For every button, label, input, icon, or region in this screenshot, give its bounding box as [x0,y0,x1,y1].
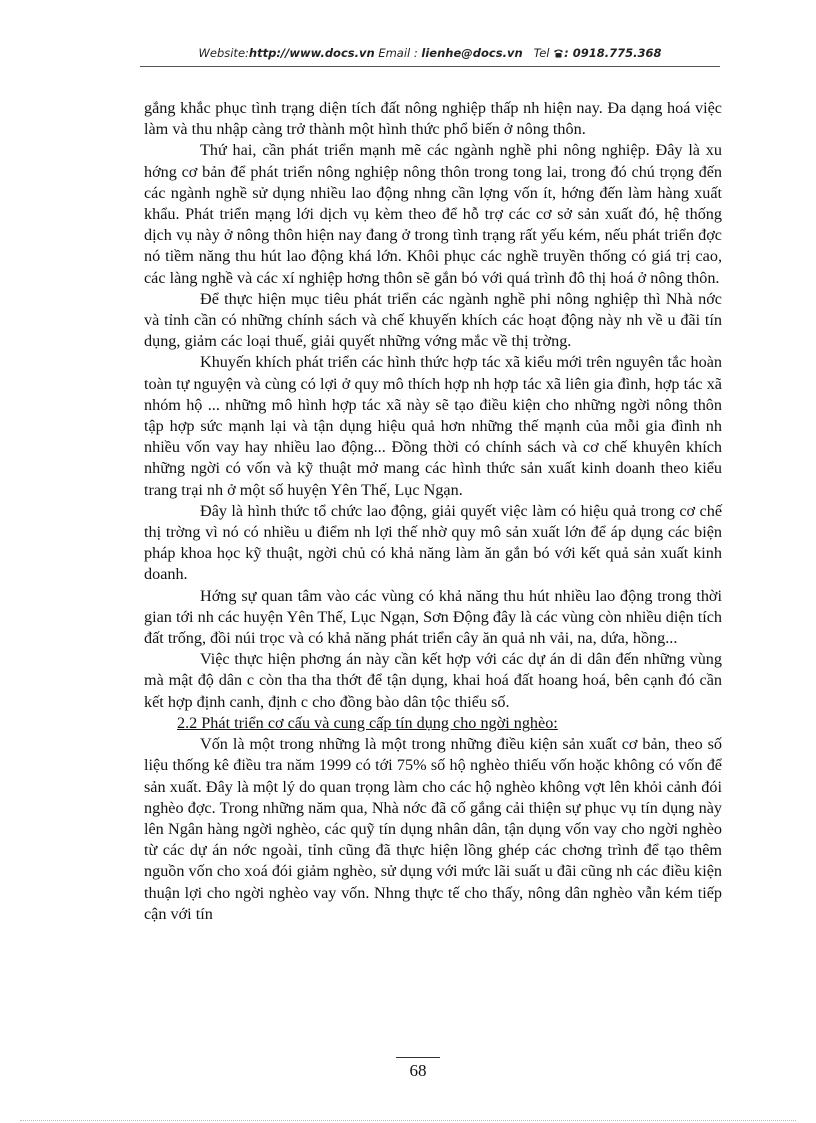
page-bottom-divider [20,1120,796,1121]
website-url[interactable]: http://www.docs.vn [248,46,375,60]
paragraph: Để thực hiện mục tiêu phát triển các ngành nghề phi nông nghiệp thì Nhà nớc và tỉnh cần có những chính sách và chế khuyến khích các hoạt động này nh về u đãi tín dụng, giảm các loại thuế, giải quyết những vớng mắc về thị trờng. [144,289,722,351]
paragraph: gắng khắc phục tình trạng diện tích đất nông nghiệp thấp nh hiện nay. Đa dạng hoá việc làm và thu nhập càng trở thành một hình thức phổ biến ở nông thôn. [144,99,722,139]
paragraph: Vốn là một trong những là một trong những điều kiện sản xuất cơ bản, theo số liệu thống kê điều tra năm 1999 có tới 75% số hộ nghèo thiếu vốn hoặc không có vốn để sản xuất. Đây là một lý do quan trọng làm cho các hộ nghèo không vợt lên khỏi cảnh đói nghèo đợc. Trong những năm qua, Nhà nớc đã cố gắng cải thiện sự phục vụ tín dụng này lên Ngân hàng ngời nghèo, các quỹ tín dụng nhân dân, tận dụng vốn vay cho ngời nghèo từ các dự án nớc ngoài, tỉnh cũng đã thực hiện lồng ghép các chơng trình để tạo thêm nguồn vốn cho xoá đói giảm nghèo, sử dụng với mức lãi suất u đãi cũng nh các điều kiện thuận lợi cho ngời nghèo vay vốn. Nhng thực tế cho thấy, nông dân nghèo vẫn kém tiếp cận với tín [144,735,722,923]
paragraph: Khuyến khích phát triển các hình thức hợp tác xã kiểu mới trên nguyên tắc hoàn toàn tự nguyện và cùng có lợi ở quy mô thích hợp nh hợp tác xã liên gia đình, hợp tác xã nhóm hộ ... những mô hình hợp tác xã này sẽ tạo điều kiện cho những ngời nông thôn tập hợp sức mạnh lại và tận dụng hiệu quả hơn những thế mạnh của mỗi gia đình nh nhiều vốn vay hay nhiều lao động... Đồng thời có chính sách và cơ chế khuyên khích những ngời có vốn và kỹ thuật mở mang các hình thức sản xuất kinh doanh theo kiểu trang trại nh ở một số huyện Yên Thế, Lục Ngạn. [144,353,722,499]
phone-icon [553,46,564,60]
website-label: Website: [198,46,249,60]
paragraph: Hớng sự quan tâm vào các vùng có khả năng thu hút nhiều lao động trong thời gian tới nh các huyện Yên Thế, Lục Ngạn, Sơn Động đây là các vùng còn nhiều diện tích đất trống, đồi núi trọc và có khả năng phát triển cây ăn quả nh vải, na, dứa, hồng... [144,586,722,648]
paragraph: Đây là hình thức tổ chức lao động, giải quyết việc làm có hiệu quả trong cơ chế thị trờng vì nó có nhiều u điểm nh lợi thế nhờ quy mô sản xuất lớn để áp dụng các biện pháp khoa học kỹ thuật, ngời chủ có khả năng làm ăn gắn bó với kết quả sản xuất kinh doanh. [144,501,722,584]
email-value[interactable]: lienhe@docs.vn [421,46,523,60]
section-heading: 2.2 Phát triển cơ cấu và cung cấp tín dụng cho ngời nghèo: [177,713,558,732]
tel-label: Tel [533,46,550,60]
paragraph: Việc thực hiện phơng án này cần kết hợp với các dự án di dân đến những vùng mà mật độ dân c còn tha tha thớt để tận dụng, khai hoá đất hoang hoá, bên cạnh đó cần kết hợp định canh, định c cho đồng bào dân tộc thiểu số. [144,650,722,711]
paragraph: Thứ hai, cần phát triển mạnh mẽ các ngành nghề phi nông nghiệp. Đây là xu hớng cơ bản để phát triển nông nghiệp nông thôn trong tong lai, trong đó chú trọng đến các ngành nghề sử dụng nhiều lao động nhng cần lợng vốn ít, hớng đến làm hàng xuất khẩu. Phát triển mạng lới dịch vụ kèm theo để hỗ trợ các cơ sở sản xuất đó, hệ thống dịch vụ này ở nông thôn hiện nay đang ở trong tình trạng rất yếu kém, nếu phát triển đợc nó tiềm năng thu hút lao động khá lớn. Khôi phục các nghề truyền thống có giá trị cao, các làng nghề và các xí nghiệp hơng thôn sẽ gắn bó với quá trình đô thị hoá ở nông thôn. [144,141,722,287]
body-text [144,98,722,925]
header-divider [140,66,720,67]
page-header [140,46,720,60]
page-number: 68 [396,1057,440,1081]
tel-value: : 0918.775.368 [564,46,662,60]
email-label: Email : [378,46,418,60]
